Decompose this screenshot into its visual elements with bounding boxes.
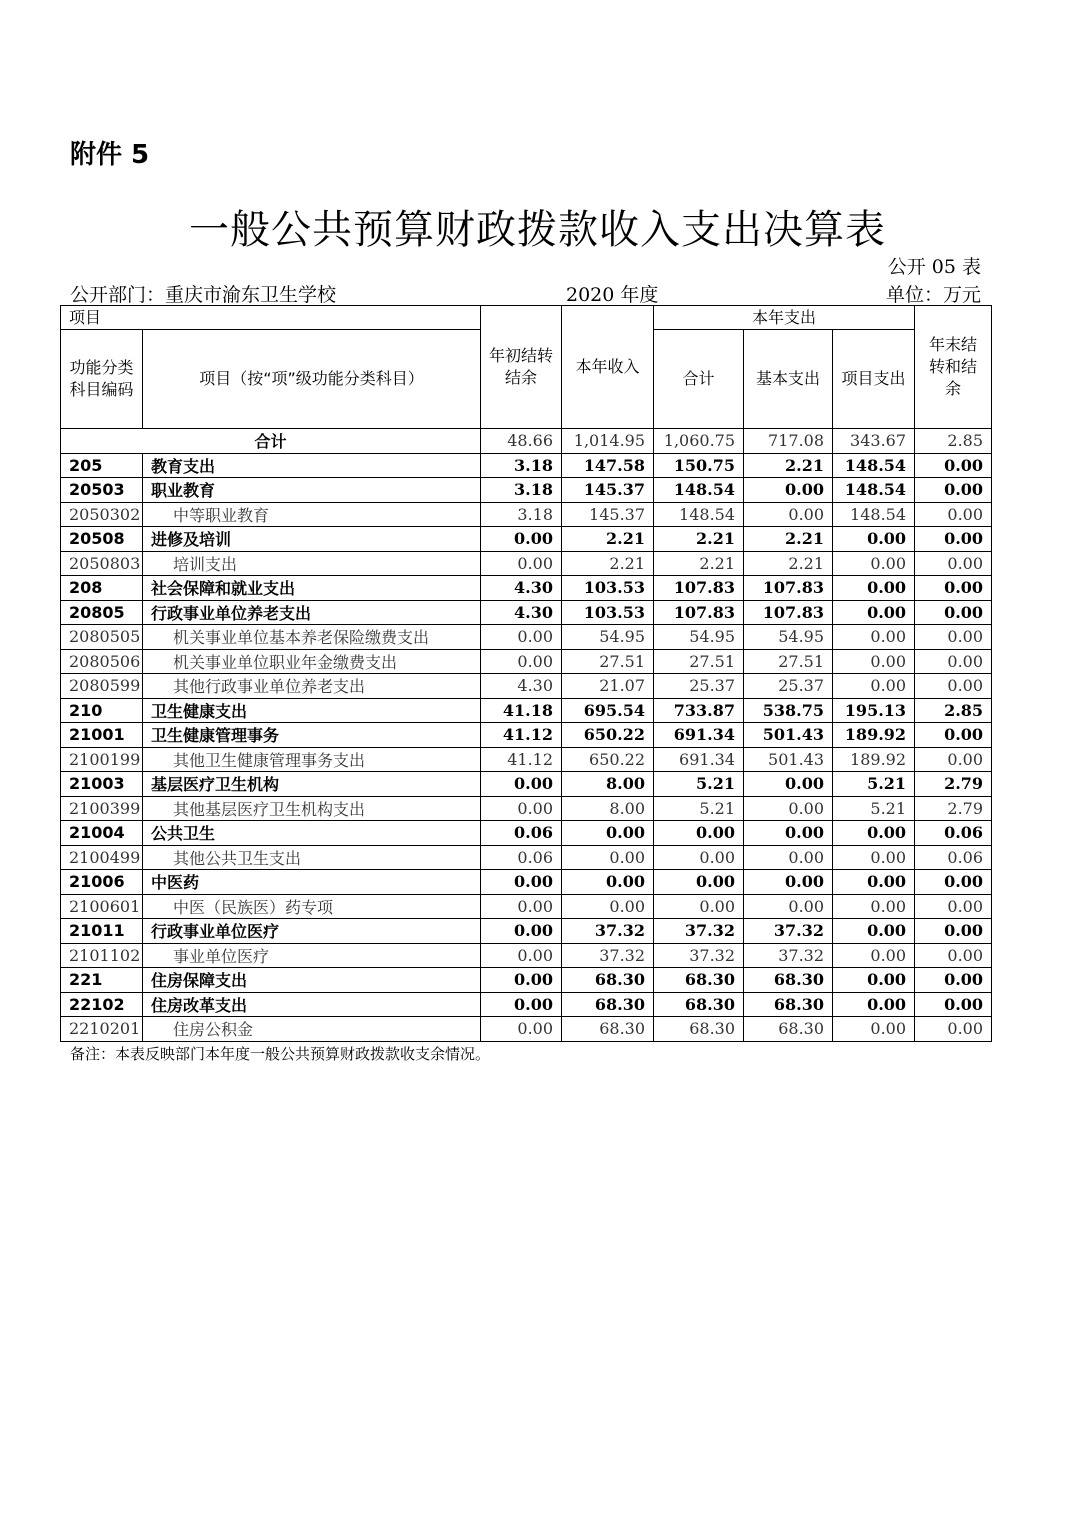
total-basic: 717.08 [744, 429, 833, 454]
row-begin-balance: 3.18 [481, 478, 562, 503]
row-basic: 37.32 [744, 919, 833, 944]
row-project: 0.00 [833, 821, 915, 846]
table-row [61, 551, 992, 576]
row-name: 培训支出 [143, 551, 481, 576]
header-total: 合计 [654, 330, 744, 429]
total-end-balance: 2.85 [915, 429, 992, 454]
row-code: 21003 [61, 772, 143, 797]
row-end-balance: 0.00 [915, 625, 992, 650]
row-project: 195.13 [833, 698, 915, 723]
row-basic: 2.21 [744, 453, 833, 478]
page-title: 一般公共预算财政拨款收入支出决算表 [189, 207, 886, 253]
row-begin-balance: 0.06 [481, 821, 562, 846]
row-income: 37.32 [562, 919, 654, 944]
row-begin-balance: 0.00 [481, 992, 562, 1017]
table-row [61, 674, 992, 699]
row-sum: 107.83 [654, 600, 744, 625]
table-row [61, 992, 992, 1017]
row-code: 2050803 [61, 551, 143, 576]
row-sum: 691.34 [654, 747, 744, 772]
row-sum: 0.00 [654, 870, 744, 895]
row-end-balance: 2.85 [915, 698, 992, 723]
table-row [61, 772, 992, 797]
row-code: 2100199 [61, 747, 143, 772]
row-sum: 150.75 [654, 453, 744, 478]
row-basic: 0.00 [744, 821, 833, 846]
row-name: 卫生健康管理事务 [143, 723, 481, 748]
row-code: 2210201 [61, 1017, 143, 1042]
table-number: 公开 05 表 [887, 256, 981, 278]
total-project: 343.67 [833, 429, 915, 454]
row-basic: 2.21 [744, 551, 833, 576]
row-basic: 68.30 [744, 992, 833, 1017]
row-code: 205 [61, 453, 143, 478]
row-begin-balance: 0.00 [481, 1017, 562, 1042]
row-basic: 2.21 [744, 527, 833, 552]
row-income: 68.30 [562, 1017, 654, 1042]
row-end-balance: 0.00 [915, 943, 992, 968]
row-name: 住房改革支出 [143, 992, 481, 1017]
row-project: 0.00 [833, 943, 915, 968]
row-code: 2080506 [61, 649, 143, 674]
row-basic: 68.30 [744, 1017, 833, 1042]
row-sum: 148.54 [654, 478, 744, 503]
row-code: 21004 [61, 821, 143, 846]
row-begin-balance: 4.30 [481, 674, 562, 699]
row-sum: 107.83 [654, 576, 744, 601]
row-income: 27.51 [562, 649, 654, 674]
row-begin-balance: 0.00 [481, 796, 562, 821]
row-code: 20508 [61, 527, 143, 552]
year-label: 2020 年度 [566, 284, 659, 306]
table-row [61, 600, 992, 625]
row-basic: 538.75 [744, 698, 833, 723]
row-sum: 27.51 [654, 649, 744, 674]
table-row [61, 747, 992, 772]
row-name: 住房公积金 [143, 1017, 481, 1042]
row-basic: 68.30 [744, 968, 833, 993]
row-name: 教育支出 [143, 453, 481, 478]
table-row [61, 478, 992, 503]
row-income: 145.37 [562, 478, 654, 503]
row-code: 22102 [61, 992, 143, 1017]
row-end-balance: 0.00 [915, 576, 992, 601]
table-row [61, 502, 992, 527]
table-row [61, 796, 992, 821]
row-project: 0.00 [833, 992, 915, 1017]
row-basic: 107.83 [744, 600, 833, 625]
row-project: 0.00 [833, 674, 915, 699]
row-project: 189.92 [833, 723, 915, 748]
row-sum: 37.32 [654, 943, 744, 968]
table-row [61, 1017, 992, 1042]
row-end-balance: 0.00 [915, 478, 992, 503]
row-end-balance: 0.00 [915, 870, 992, 895]
row-begin-balance: 4.30 [481, 576, 562, 601]
row-end-balance: 0.00 [915, 1017, 992, 1042]
row-name: 进修及培训 [143, 527, 481, 552]
attachment-label: 附件 5 [70, 140, 150, 170]
row-code: 2050302 [61, 502, 143, 527]
header-end-balance: 年末结转和结余 [915, 306, 992, 429]
row-basic: 501.43 [744, 723, 833, 748]
row-income: 68.30 [562, 992, 654, 1017]
row-basic: 0.00 [744, 870, 833, 895]
row-end-balance: 0.06 [915, 845, 992, 870]
row-code: 2080599 [61, 674, 143, 699]
row-project: 5.21 [833, 796, 915, 821]
row-income: 2.21 [562, 527, 654, 552]
row-income: 37.32 [562, 943, 654, 968]
row-basic: 54.95 [744, 625, 833, 650]
row-basic: 107.83 [744, 576, 833, 601]
total-sum: 1,060.75 [654, 429, 744, 454]
row-begin-balance: 41.18 [481, 698, 562, 723]
row-name: 住房保障支出 [143, 968, 481, 993]
table-row [61, 625, 992, 650]
row-project: 0.00 [833, 649, 915, 674]
row-name: 基层医疗卫生机构 [143, 772, 481, 797]
row-name: 社会保障和就业支出 [143, 576, 481, 601]
row-end-balance: 0.00 [915, 723, 992, 748]
row-end-balance: 0.00 [915, 551, 992, 576]
row-project: 189.92 [833, 747, 915, 772]
unit-label: 单位：万元 [885, 284, 981, 306]
row-begin-balance: 0.00 [481, 894, 562, 919]
row-sum: 2.21 [654, 551, 744, 576]
row-project: 0.00 [833, 919, 915, 944]
row-income: 21.07 [562, 674, 654, 699]
row-sum: 54.95 [654, 625, 744, 650]
row-code: 20805 [61, 600, 143, 625]
row-code: 208 [61, 576, 143, 601]
row-sum: 0.00 [654, 894, 744, 919]
total-begin-balance: 48.66 [481, 429, 562, 454]
row-sum: 5.21 [654, 796, 744, 821]
row-income: 650.22 [562, 747, 654, 772]
row-sum: 0.00 [654, 845, 744, 870]
budget-table [60, 305, 992, 1042]
table-row [61, 527, 992, 552]
row-code: 210 [61, 698, 143, 723]
row-income: 8.00 [562, 796, 654, 821]
row-begin-balance: 0.00 [481, 527, 562, 552]
row-sum: 148.54 [654, 502, 744, 527]
row-end-balance: 0.00 [915, 894, 992, 919]
row-name: 机关事业单位职业年金缴费支出 [143, 649, 481, 674]
row-begin-balance: 0.00 [481, 625, 562, 650]
row-project: 0.00 [833, 1017, 915, 1042]
row-name: 其他公共卫生支出 [143, 845, 481, 870]
table-row [61, 919, 992, 944]
row-project: 0.00 [833, 527, 915, 552]
row-income: 54.95 [562, 625, 654, 650]
row-begin-balance: 4.30 [481, 600, 562, 625]
row-project: 0.00 [833, 576, 915, 601]
row-basic: 27.51 [744, 649, 833, 674]
row-begin-balance: 0.00 [481, 649, 562, 674]
row-end-balance: 0.00 [915, 527, 992, 552]
row-end-balance: 0.00 [915, 649, 992, 674]
row-project: 148.54 [833, 478, 915, 503]
row-basic: 0.00 [744, 478, 833, 503]
row-income: 103.53 [562, 576, 654, 601]
row-begin-balance: 0.00 [481, 870, 562, 895]
row-income: 650.22 [562, 723, 654, 748]
row-end-balance: 0.00 [915, 600, 992, 625]
row-sum: 733.87 [654, 698, 744, 723]
row-name: 中等职业教育 [143, 502, 481, 527]
row-end-balance: 0.00 [915, 747, 992, 772]
row-project: 0.00 [833, 551, 915, 576]
row-income: 68.30 [562, 968, 654, 993]
row-sum: 2.21 [654, 527, 744, 552]
row-end-balance: 2.79 [915, 772, 992, 797]
row-project: 0.00 [833, 845, 915, 870]
row-project: 148.54 [833, 453, 915, 478]
row-project: 0.00 [833, 870, 915, 895]
row-begin-balance: 41.12 [481, 723, 562, 748]
row-code: 2101102 [61, 943, 143, 968]
table-row [61, 821, 992, 846]
table-row [61, 698, 992, 723]
row-begin-balance: 3.18 [481, 502, 562, 527]
row-income: 0.00 [562, 821, 654, 846]
row-income: 0.00 [562, 845, 654, 870]
row-code: 2100399 [61, 796, 143, 821]
row-end-balance: 0.00 [915, 992, 992, 1017]
header-current-expense: 本年支出 [654, 306, 915, 330]
row-basic: 37.32 [744, 943, 833, 968]
row-sum: 68.30 [654, 992, 744, 1017]
row-end-balance: 2.79 [915, 796, 992, 821]
row-income: 8.00 [562, 772, 654, 797]
row-sum: 25.37 [654, 674, 744, 699]
row-sum: 68.30 [654, 968, 744, 993]
header-begin-balance: 年初结转结余 [481, 306, 562, 429]
table-row-total [61, 429, 992, 454]
row-code: 21001 [61, 723, 143, 748]
row-name: 其他行政事业单位养老支出 [143, 674, 481, 699]
row-basic: 0.00 [744, 894, 833, 919]
row-income: 103.53 [562, 600, 654, 625]
header-project-expense: 项目支出 [833, 330, 915, 429]
row-name: 行政事业单位医疗 [143, 919, 481, 944]
row-income: 0.00 [562, 870, 654, 895]
row-code: 221 [61, 968, 143, 993]
header-basic: 基本支出 [744, 330, 833, 429]
row-begin-balance: 0.00 [481, 919, 562, 944]
row-begin-balance: 0.06 [481, 845, 562, 870]
row-name: 中医药 [143, 870, 481, 895]
table-row [61, 870, 992, 895]
department-label: 公开部门：重庆市渝东卫生学校 [70, 284, 337, 306]
row-sum: 0.00 [654, 821, 744, 846]
row-project: 148.54 [833, 502, 915, 527]
row-income: 147.58 [562, 453, 654, 478]
row-income: 695.54 [562, 698, 654, 723]
row-project: 0.00 [833, 968, 915, 993]
header-func-code: 功能分类科目编码 [61, 330, 143, 429]
row-basic: 0.00 [744, 796, 833, 821]
row-begin-balance: 0.00 [481, 943, 562, 968]
row-name: 中医（民族医）药专项 [143, 894, 481, 919]
row-basic: 25.37 [744, 674, 833, 699]
row-name: 其他卫生健康管理事务支出 [143, 747, 481, 772]
header-income: 本年收入 [562, 306, 654, 429]
row-code: 20503 [61, 478, 143, 503]
header-project: 项目 [61, 306, 481, 330]
row-name: 公共卫生 [143, 821, 481, 846]
row-end-balance: 0.00 [915, 453, 992, 478]
table-row [61, 968, 992, 993]
row-income: 0.00 [562, 894, 654, 919]
row-begin-balance: 0.00 [481, 551, 562, 576]
total-label: 合计 [61, 429, 481, 454]
row-begin-balance: 3.18 [481, 453, 562, 478]
row-end-balance: 0.00 [915, 502, 992, 527]
table-row [61, 453, 992, 478]
row-begin-balance: 41.12 [481, 747, 562, 772]
row-name: 职业教育 [143, 478, 481, 503]
row-project: 0.00 [833, 625, 915, 650]
row-sum: 691.34 [654, 723, 744, 748]
table-row [61, 943, 992, 968]
row-sum: 5.21 [654, 772, 744, 797]
table-row [61, 894, 992, 919]
row-basic: 0.00 [744, 502, 833, 527]
row-sum: 37.32 [654, 919, 744, 944]
row-name: 行政事业单位养老支出 [143, 600, 481, 625]
row-income: 145.37 [562, 502, 654, 527]
row-sum: 68.30 [654, 1017, 744, 1042]
row-name: 事业单位医疗 [143, 943, 481, 968]
row-name: 机关事业单位基本养老保险缴费支出 [143, 625, 481, 650]
row-project: 5.21 [833, 772, 915, 797]
row-begin-balance: 0.00 [481, 968, 562, 993]
header-item-name: 项目（按“项”级功能分类科目） [143, 330, 481, 429]
row-basic: 0.00 [744, 772, 833, 797]
row-end-balance: 0.00 [915, 674, 992, 699]
total-income: 1,014.95 [562, 429, 654, 454]
table-row [61, 649, 992, 674]
row-name: 卫生健康支出 [143, 698, 481, 723]
row-code: 2100601 [61, 894, 143, 919]
row-basic: 501.43 [744, 747, 833, 772]
row-name: 其他基层医疗卫生机构支出 [143, 796, 481, 821]
row-basic: 0.00 [744, 845, 833, 870]
row-code: 2100499 [61, 845, 143, 870]
footnote: 备注：本表反映部门本年度一般公共预算财政拨款收支余情况。 [70, 1045, 491, 1063]
row-income: 2.21 [562, 551, 654, 576]
row-code: 21006 [61, 870, 143, 895]
row-code: 2080505 [61, 625, 143, 650]
row-end-balance: 0.00 [915, 968, 992, 993]
row-code: 21011 [61, 919, 143, 944]
row-project: 0.00 [833, 600, 915, 625]
row-project: 0.00 [833, 894, 915, 919]
row-end-balance: 0.00 [915, 919, 992, 944]
table-row [61, 723, 992, 748]
row-end-balance: 0.06 [915, 821, 992, 846]
table-row [61, 845, 992, 870]
row-begin-balance: 0.00 [481, 772, 562, 797]
table-row [61, 576, 992, 601]
